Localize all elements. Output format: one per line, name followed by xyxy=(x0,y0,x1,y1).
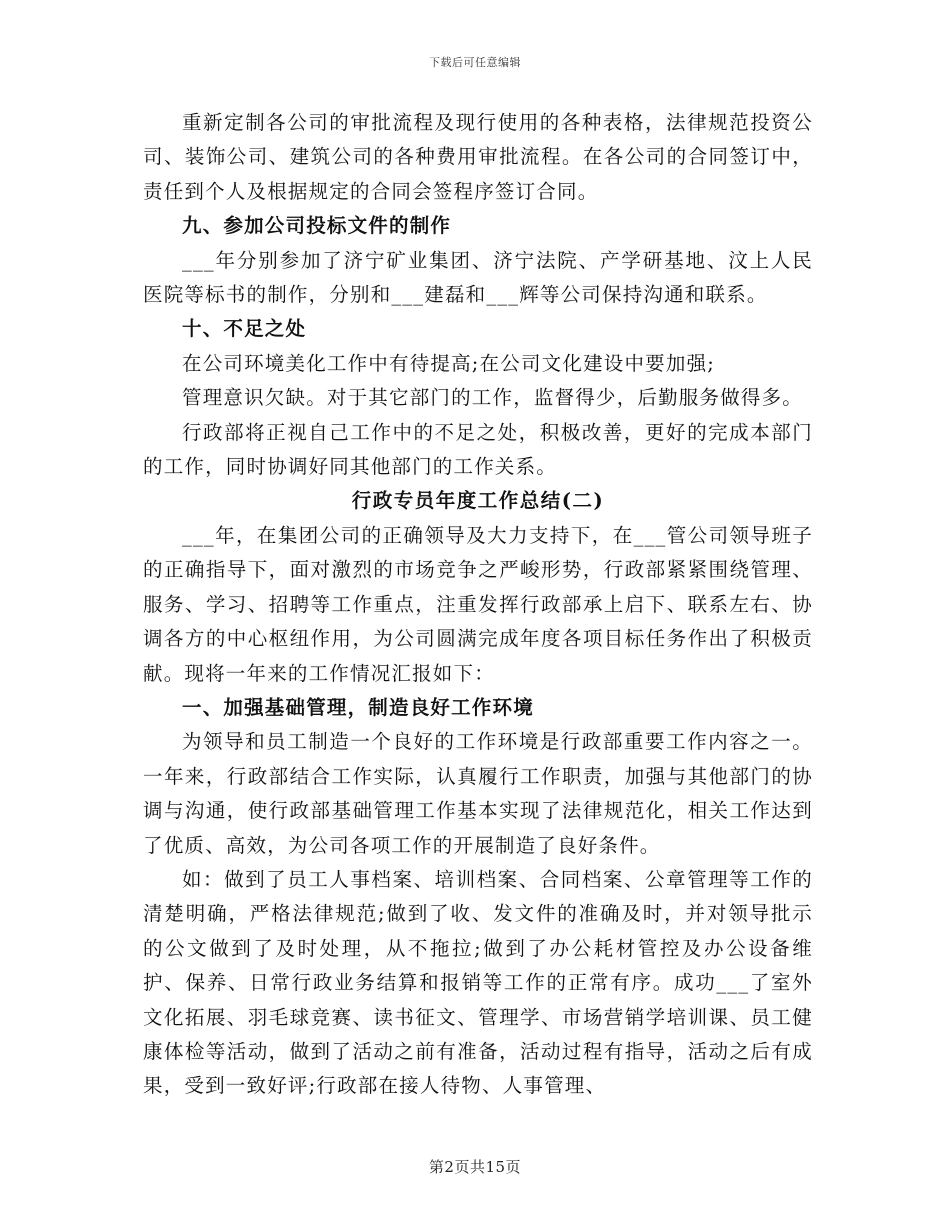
paragraph-annual-intro: ___年，在集团公司的正确领导及大力支持下，在___管公司领导班子的正确指导下，面对激烈的市场竞争之严峻形势，行政部紧紧围绕管理、服务、学习、招聘等工作重点，注重发挥行政部承上启下、联系左右、协调各方的中心枢纽作用，为公司圆满完成年度各项目标任务作出了积极贡献。现将一年来的工作情况汇报如下： xyxy=(143,523,813,685)
paragraph-bidding: ___年分别参加了济宁矿业集团、济宁法院、产学研基地、汶上人民医院等标书的制作，分别和___建磊和___辉等公司保持沟通和联系。 xyxy=(143,248,813,307)
document-title-part-two: 行政专员年度工作总结(二) xyxy=(351,489,605,513)
document-body xyxy=(143,106,813,1104)
paragraph-shortcoming-environment: 在公司环境美化工作中有待提高;在公司文化建设中要加强; xyxy=(182,351,716,375)
paragraph-shortcoming-management: 管理意识欠缺。对于其它部门的工作，监督得少，后勤服务做得多。 xyxy=(182,386,804,410)
paragraph-improvement: 行政部将正视自己工作中的不足之处，积极改善，更好的完成本部门的工作，同时协调好同其他部门的工作关系。 xyxy=(143,420,813,479)
paragraph-approval-process: 重新定制各公司的审批流程及现行使用的各种表格，法律规范投资公司、装饰公司、建筑公司的各种费用审批流程。在各公司的合同签订中，责任到个人及根据规定的合同会签程序签订合同。 xyxy=(143,111,813,203)
section-heading-bidding: 九、参加公司投标文件的制作 xyxy=(182,214,452,238)
paragraph-examples: 如：做到了员工人事档案、培训档案、合同档案、公章管理等工作的清楚明确，严格法律规范;做到了收、发文件的准确及时，并对领导批示的公文做到了及时处理，从不拖拉;做到了办公耗材管控及办公设备维护、保养、日常行政业务结算和报销等工作的正常有序。成功___了室外文化拓展、羽毛球竞赛、读书征文、管理学、市场营销学培训课、员工健康体检等活动，做到了活动之前有准备，活动过程有指导，活动之后有成果，受到一致好评;行政部在接人待物、人事管理、 xyxy=(143,867,813,1098)
section-heading-basic-management: 一、加强基础管理，制造良好工作环境 xyxy=(182,695,534,719)
paragraph-work-environment: 为领导和员工制造一个良好的工作环境是行政部重要工作内容之一。一年来，行政部结合工作实际，认真履行工作职责，加强与其他部门的协调与沟通，使行政部基础管理工作基本实现了法律规范化，相关工作达到了优质、高效，为公司各项工作的开展制造了良好条件。 xyxy=(143,730,813,857)
section-heading-shortcomings: 十、不足之处 xyxy=(182,317,307,341)
header-note: 下载后可任意编辑 xyxy=(429,56,521,69)
page-number: 第2页共15页 xyxy=(428,1158,522,1176)
